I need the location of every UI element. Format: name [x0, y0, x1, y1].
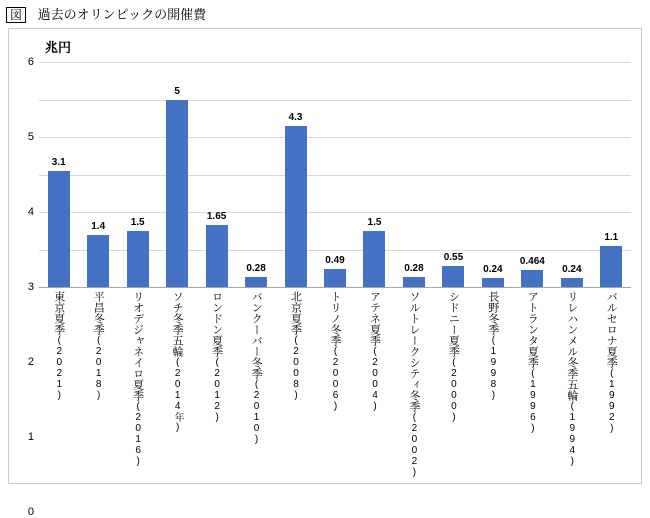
bar-value-label: 0.28 — [246, 262, 266, 274]
y-axis-tick-label: 6 — [27, 56, 34, 68]
x-label-slot — [434, 291, 473, 476]
bars-group — [39, 62, 631, 287]
x-label-slot — [78, 291, 117, 476]
bar[interactable] — [482, 278, 504, 287]
bar-slot — [157, 62, 196, 287]
bar-slot — [39, 62, 78, 287]
bar-value-label: 1.4 — [91, 220, 106, 232]
x-axis-category-label: リオデジャネイロ夏季(2016) — [131, 291, 144, 467]
x-axis-category-label: アテネ夏季(2004) — [368, 291, 381, 412]
bar[interactable] — [166, 100, 188, 288]
x-axis-category-label: 北京夏季(2008) — [289, 291, 302, 401]
x-axis-category-label: バンクーバー冬季(2010) — [250, 291, 263, 445]
y-axis-tick-label: 0 — [27, 506, 34, 518]
bar-value-label: 1.65 — [206, 211, 227, 223]
y-axis-unit-label: 兆円 — [45, 40, 72, 55]
x-label-slot — [592, 291, 631, 476]
bar-value-label: 0.28 — [404, 262, 424, 274]
bar[interactable] — [521, 270, 543, 287]
x-axis-category-label: ソルトレークシティ冬季(2002) — [407, 291, 420, 478]
bar-slot — [276, 62, 315, 287]
x-label-slot — [157, 291, 196, 476]
x-axis-category-label: アトランタ夏季(1996) — [526, 291, 539, 434]
x-label-slot — [355, 291, 394, 476]
x-label-slot — [513, 291, 552, 476]
x-label-slot — [473, 291, 512, 476]
bar-slot — [473, 62, 512, 287]
bar[interactable] — [600, 246, 622, 287]
bar[interactable] — [403, 277, 425, 288]
x-axis-category-label: トリノ冬季(2006) — [329, 291, 342, 412]
x-label-slot — [118, 291, 157, 476]
bar-value-label: 5 — [174, 85, 180, 97]
x-axis-category-label: リレハンメル冬季五輪(1994) — [565, 291, 578, 467]
x-axis-category-label: ソチ冬季五輪(2014年) — [171, 291, 184, 433]
bar-value-label: 1.5 — [367, 216, 382, 228]
x-axis-category-label: ロンドン夏季(2012) — [210, 291, 223, 423]
bar[interactable] — [206, 225, 228, 287]
x-axis-category-label: 平昌冬季(2018) — [92, 291, 105, 401]
bar-value-label: 0.55 — [443, 252, 464, 264]
x-label-slot — [236, 291, 275, 476]
bar-value-label: 4.3 — [288, 111, 303, 123]
bar-slot — [197, 62, 236, 287]
y-axis-tick-label: 1 — [27, 431, 34, 443]
figure-caption-text: 過去のオリンピックの開催費 — [37, 6, 207, 22]
bar-slot — [236, 62, 275, 287]
x-axis-category-label: バルセロナ夏季(1992) — [605, 291, 618, 434]
bar-slot — [315, 62, 354, 287]
bar[interactable] — [561, 278, 583, 287]
figure-caption — [6, 6, 206, 23]
bar-value-label: 0.24 — [562, 264, 582, 275]
bar-value-label: 3.1 — [51, 156, 66, 168]
bar-value-label: 0.464 — [519, 255, 545, 267]
x-axis-category-label: 長野冬季(1998) — [486, 291, 499, 401]
bar-value-label: 0.49 — [325, 254, 345, 266]
x-axis-labels — [39, 291, 631, 476]
bar[interactable] — [363, 231, 385, 287]
bar[interactable] — [442, 266, 464, 287]
bar-value-label: 0.24 — [483, 264, 503, 275]
bar[interactable] — [245, 277, 267, 288]
bar-slot — [513, 62, 552, 287]
x-label-slot — [552, 291, 591, 476]
x-label-slot — [276, 291, 315, 476]
bar[interactable] — [127, 231, 149, 287]
bar-slot — [118, 62, 157, 287]
x-label-slot — [39, 291, 78, 476]
bar-slot — [78, 62, 117, 287]
bar-slot — [592, 62, 631, 287]
bar[interactable] — [48, 171, 70, 287]
figure-label: 図 — [6, 7, 26, 23]
x-axis-category-label: 東京夏季(2021) — [52, 291, 65, 401]
bar-slot — [552, 62, 591, 287]
y-axis-tick-label: 3 — [27, 281, 34, 293]
x-label-slot — [197, 291, 236, 476]
bar-slot — [434, 62, 473, 287]
bar[interactable] — [87, 235, 109, 288]
bar-value-label: 1.5 — [130, 216, 145, 228]
bar-slot — [394, 62, 433, 287]
bar[interactable] — [324, 269, 346, 287]
bar-value-label: 1.1 — [604, 231, 619, 243]
y-axis-tick-label: 2 — [27, 356, 34, 368]
x-label-slot — [394, 291, 433, 476]
x-axis-category-label: シドニー夏季(2000) — [447, 291, 460, 423]
y-axis-tick-label: 4 — [27, 206, 34, 218]
chart-container — [8, 28, 642, 518]
x-label-slot — [315, 291, 354, 476]
bar-slot — [355, 62, 394, 287]
y-axis-tick-label: 5 — [27, 131, 34, 143]
bar[interactable] — [285, 126, 307, 287]
